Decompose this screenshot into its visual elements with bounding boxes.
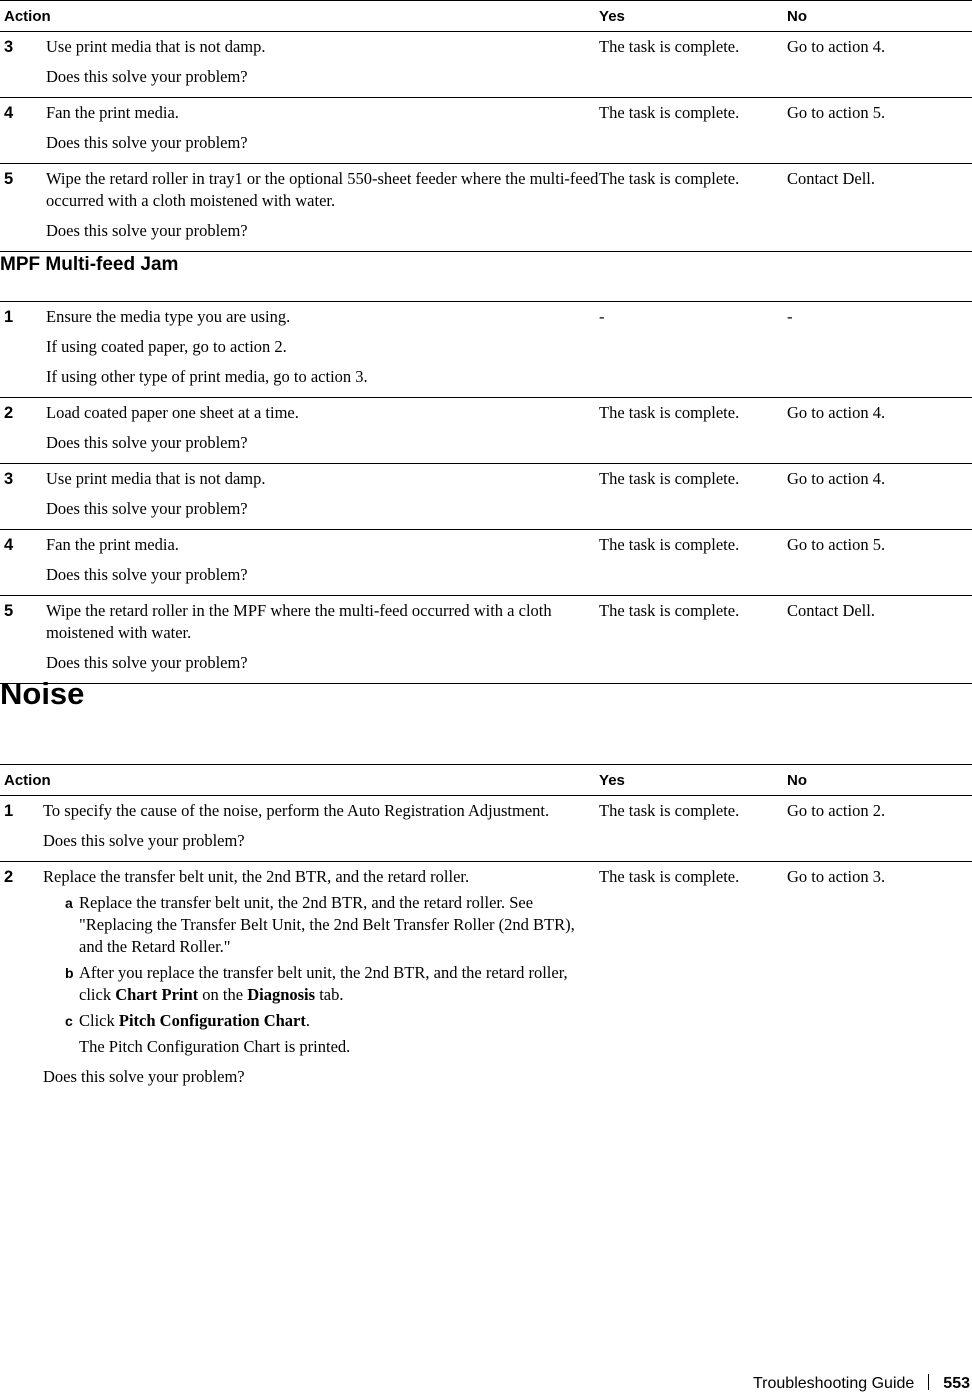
no-cell: - [787, 302, 972, 398]
action-question: Does this solve your problem? [46, 565, 248, 584]
action-line: Wipe the retard roller in the MPF where the multi-feed occurred with a cloth moistened with water. [46, 601, 552, 642]
action-question: Does this solve your problem? [46, 67, 248, 86]
action-text [43, 796, 599, 862]
yes-cell: The task is complete. [599, 98, 787, 164]
page-number: 553 [943, 1375, 970, 1392]
footer-divider [928, 1374, 929, 1390]
table-row [0, 596, 972, 684]
action-question: Does this solve your problem? [43, 831, 245, 850]
no-cell: Go to action 2. [787, 796, 972, 862]
table-row [0, 862, 972, 1098]
noise-table [0, 764, 972, 1097]
action-text [46, 302, 599, 398]
action-line: Use print media that is not damp. [46, 469, 266, 488]
action-number: 1 [0, 302, 46, 398]
action-line: Replace the transfer belt unit, the 2nd BTR, and the retard roller. [43, 867, 470, 886]
header-yes: Yes [599, 765, 787, 796]
action-question: Does this solve your problem? [43, 1067, 245, 1086]
table-row [0, 796, 972, 862]
header-no: No [787, 765, 972, 796]
action-text [46, 398, 599, 464]
action-number: 2 [4, 868, 14, 886]
header-action: Action [0, 765, 599, 796]
action-line: Ensure the media type you are using. [46, 307, 291, 326]
action-text [46, 32, 599, 98]
action-number: 5 [0, 596, 46, 684]
action-text [46, 596, 599, 684]
section-heading-mpf: MPF Multi-feed Jam [0, 254, 179, 275]
action-text [46, 464, 599, 530]
no-cell: Go to action 5. [787, 530, 972, 596]
action-number: 5 [0, 164, 46, 252]
action-number: 2 [0, 398, 46, 464]
substep-a [43, 892, 599, 958]
yes-cell: The task is complete. [599, 398, 787, 464]
action-question: Does this solve your problem? [46, 499, 248, 518]
yes-cell: The task is complete. [599, 867, 740, 886]
table-row [0, 530, 972, 596]
substep-c [43, 1010, 599, 1032]
section-heading-noise: Noise [0, 676, 85, 711]
action-line: Load coated paper one sheet at a time. [46, 403, 299, 422]
mpf-multifeed-table [0, 301, 972, 684]
no-cell: Go to action 4. [787, 398, 972, 464]
substep-letter: a [65, 895, 73, 911]
diagnosis-tab-label: Diagnosis [247, 985, 316, 1004]
pitch-configuration-chart-label: Pitch Configuration Chart [118, 1011, 306, 1030]
yes-cell: The task is complete. [599, 796, 787, 862]
yes-cell: - [599, 302, 787, 398]
header-action: Action [0, 1, 599, 32]
action-number: 3 [0, 464, 46, 530]
action-question: Does this solve your problem? [46, 221, 248, 240]
substep-letter: b [65, 965, 74, 981]
table-row [0, 302, 972, 398]
substep-text: Replace the transfer belt unit, the 2nd BTR, and the retard roller. See "Replacing the Transfer Belt Unit, the 2nd Belt Transfer Roller (2nd BTR), and the Retard Roller." [79, 893, 575, 956]
action-text [46, 98, 599, 164]
action-line: Use print media that is not damp. [46, 37, 266, 56]
page-footer [753, 1374, 970, 1393]
no-cell: Contact Dell. [787, 596, 972, 684]
no-cell: Contact Dell. [787, 164, 972, 252]
footer-label: Troubleshooting Guide [753, 1375, 915, 1392]
action-line: Fan the print media. [46, 103, 179, 122]
table-row [0, 164, 972, 252]
action-question: Does this solve your problem? [46, 653, 248, 672]
yes-cell: The task is complete. [599, 32, 787, 98]
action-line: Wipe the retard roller in tray1 or the optional 550-sheet feeder where the multi-feed occurred with a cloth moistened with water. [46, 169, 599, 210]
substep-text: After you replace the transfer belt unit, the 2nd BTR, and the retard roller, click Chart Print on the Diagnosis tab. [79, 963, 568, 1004]
chart-print-label: Chart Print [115, 985, 199, 1004]
multifeed-table-continued [0, 0, 972, 252]
yes-cell: The task is complete. [599, 530, 787, 596]
action-number: 3 [0, 32, 46, 98]
no-cell: Go to action 4. [787, 464, 972, 530]
table-row [0, 98, 972, 164]
substep-letter: c [65, 1013, 73, 1029]
action-text [46, 164, 599, 252]
yes-cell: The task is complete. [599, 464, 787, 530]
no-cell: Go to action 3. [787, 867, 886, 886]
substep-note: The Pitch Configuration Chart is printed. [79, 1037, 351, 1056]
substep-b [43, 962, 599, 1006]
action-question: Does this solve your problem? [46, 133, 248, 152]
yes-cell: The task is complete. [599, 164, 787, 252]
action-number: 4 [0, 98, 46, 164]
action-line: To specify the cause of the noise, perform the Auto Registration Adjustment. [43, 801, 550, 820]
no-cell: Go to action 5. [787, 98, 972, 164]
no-cell: Go to action 4. [787, 32, 972, 98]
header-no: No [787, 1, 972, 32]
header-yes: Yes [599, 1, 787, 32]
table-row [0, 32, 972, 98]
action-text [43, 862, 599, 1098]
action-text [46, 530, 599, 596]
table-row [0, 398, 972, 464]
substep-text: Click Pitch Configuration Chart. [79, 1011, 310, 1030]
table-row [0, 464, 972, 530]
action-line: If using coated paper, go to action 2. [46, 337, 287, 356]
action-line: Fan the print media. [46, 535, 179, 554]
action-line: If using other type of print media, go to action 3. [46, 367, 368, 386]
action-number: 4 [0, 530, 46, 596]
yes-cell: The task is complete. [599, 596, 787, 684]
action-question: Does this solve your problem? [46, 433, 248, 452]
action-number: 1 [0, 796, 43, 862]
